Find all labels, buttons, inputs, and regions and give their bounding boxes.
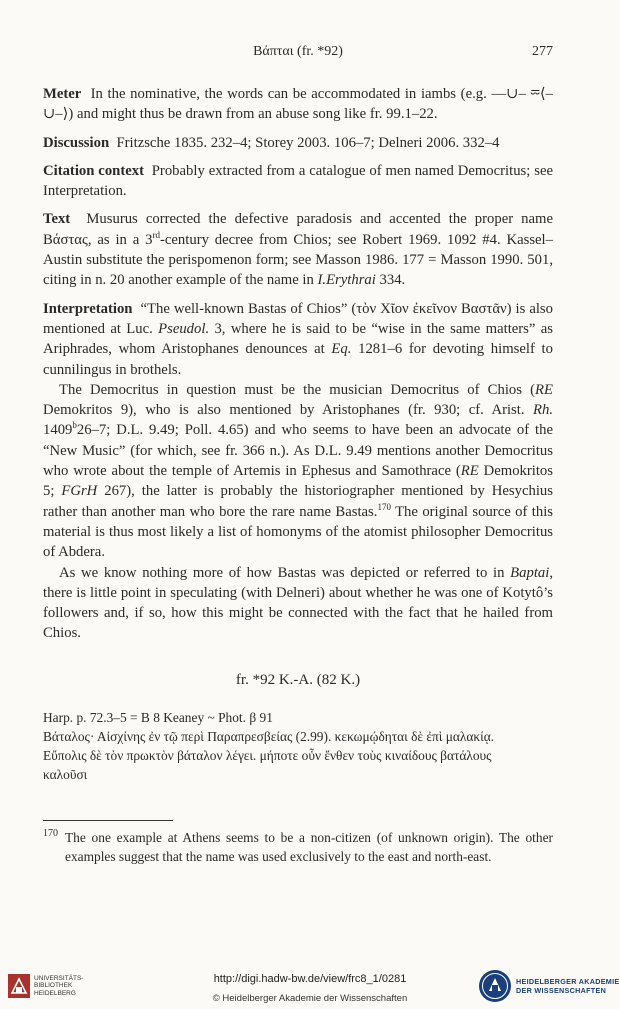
source-line: Harp. p. 72.3–5 = B 8 Keaney ~ Phot. β 91 [43,710,273,725]
footnote [43,828,553,866]
interpretation-section: Interpretation “The well-known Bastas of Chios” (τὸν Χῖον ἐκεῖνον Βαστᾶν) is also mentioned at Luc. Pseudol. 3, where he is said to be “wise in the same matters” as Ariphrades, whom Aristophanes denounces at Eq. 1281–6 for devoting himself to cunnilingus in brothels. [43,300,553,378]
running-head [43,44,553,64]
text-label: Text [43,211,71,228]
academy-name: HEIDELBERGER AKADEMIE DER WISSENSCHAFTEN [516,977,620,995]
citation-context-section: Citation context Probably extracted from a catalogue of men named Democritus; see Interpretation. [43,162,553,200]
fragment-heading: fr. *92 K.-A. (82 K.) [235,672,361,688]
greek-text-line-3: καλοῦσι [43,767,88,782]
footnote-ref[interactable]: 170 [377,501,391,512]
library-name: UNIVERSITÄTS- BIBLIOTHEK HEIDELBERG [34,975,84,997]
interpretation-paragraph-3: As we know nothing more of how Bastas was depicted or referred to in Baptai, there is little point in speculating (with Delneri) about whether he was one of Kotytô’s followers and, if so, how this might be connected with the fact that he hailed from Chios. [43,564,553,642]
meter-label: Meter [43,86,82,102]
interpretation-label: Interpretation [43,300,133,317]
academy-seal-icon[interactable] [478,969,512,1003]
commentary-body [43,84,553,644]
page-number: 277 [532,44,553,59]
footnote-number: 170 [43,828,58,839]
discussion-section: Discussion Fritzsche 1835. 232–4; Storey 2003. 106–7; Delneri 2006. 332–4 [43,134,500,151]
scansion: ––∪– ⏔⟨–∪–⟩ [43,86,554,123]
footnote-text: The one example at Athens seems to be a non-citizen (of unknown origin). The other examples suggest that the name was used exclusively to the east and north-east. [65,830,553,864]
permalink-url[interactable]: http://digi.hadw-bw.de/view/frc8_1/0281 [213,973,407,985]
fragment-sources [43,708,553,784]
citation-context-label: Citation context [43,162,144,179]
greek-text-line-2: Εὔπολις δὲ τὸν πρωκτὸν βάταλον λέγει. μήποτε οὖν ἔνθεν τοὺς κιναίδους βατάλους [43,748,492,763]
interpretation-paragraph-2: The Democritus in question must be the musician Democritus of Chios (RE Demokritos 9), who is also mentioned by Aristophanes (fr. 930; cf. Arist. Rh. 1409$^b$26–7; D.L. 9.49; Poll. 4.65) and who seems to have been an advocate of the “New Music” (for which, see fr. 366 n.). As D.L. 9.49 mentions another Democritus who wrote about the temple of Artemis in Ephesus and Samothrace (RE Demokritos 5; FGrH 267), the latter is probably the historiographer mentioned by Hesychius rather than another man who bore the rare name Bastas.$^{170}$ The original source of this material is thus most likely a list of homonyms of the atomist philosopher Democritus of Abdera. [43,381,553,561]
copyright-notice: © Heidelberger Akademie der Wissenschaften [212,993,408,1004]
running-head-title: Βάπται (fr. *92) [253,44,343,59]
greek-text-line-1: Βάταλος· Αἰσχίνης ἐν τῷ περὶ Παραπρεσβείας (2.99). κεκωμῴδηται δὲ ἐπὶ μαλακίᾳ. [43,729,495,744]
footnote-divider [43,820,173,821]
text-section: Text Musurus corrected the defective paradosis and accented the proper name Βάστας, as in a 3rd-century decree from Chios; see Robert 1969. 1092 #4. Kassel–Austin substitute the perispomenon form; see Masson 1986. 177 = Masson 1990. 501, citing in n. 20 another example of the name in I.Erythrai 334. [43,211,553,289]
meter-section: Meter In the nominative, the words can be accommodated in iambs (e.g. ––∪– ⏔⟨–∪–⟩) and might thus be drawn from an abuse song like fr. 99.1–22. [43,86,554,123]
digitization-footer [0,966,620,1009]
discussion-label: Discussion [43,134,110,151]
